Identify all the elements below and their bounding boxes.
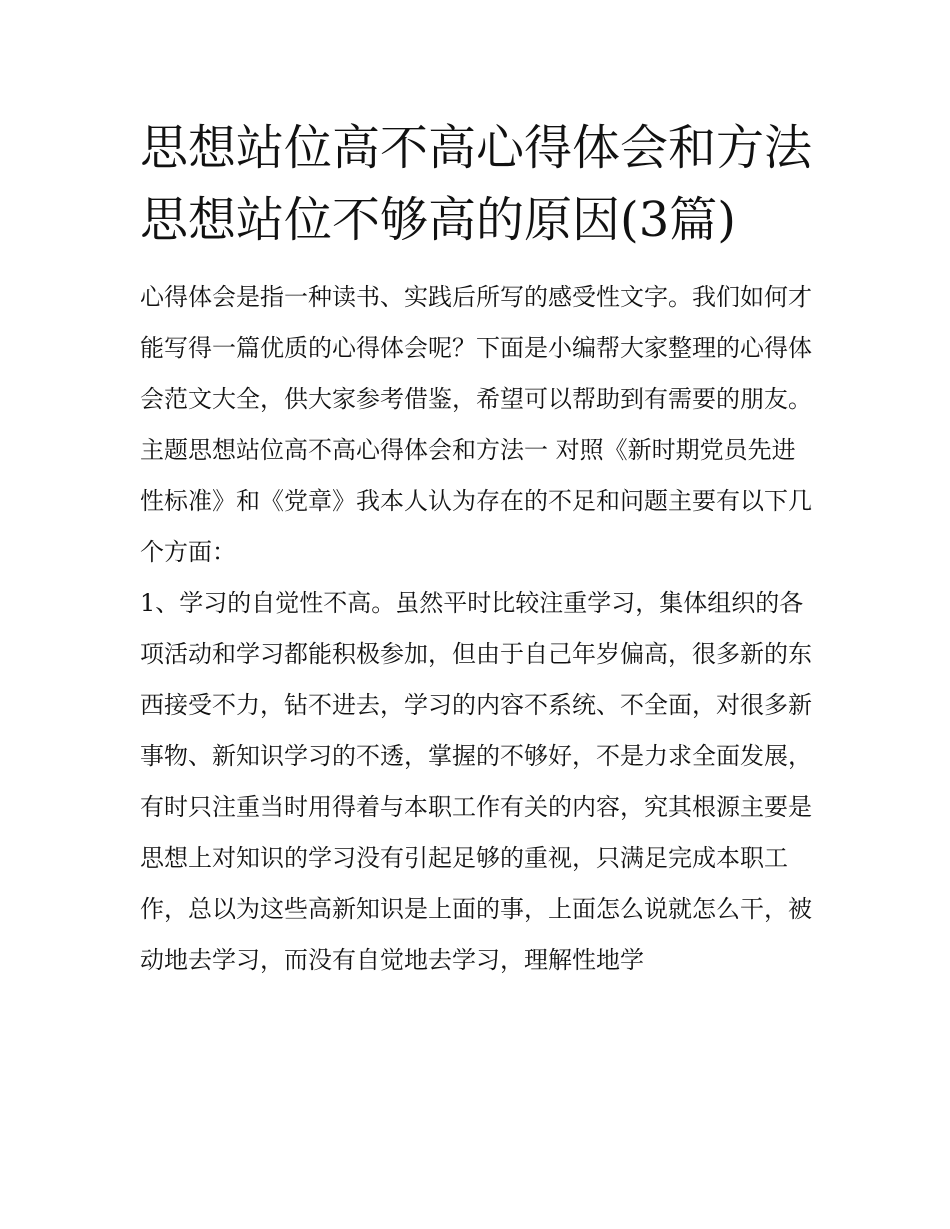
paragraph-method-one: 主题思想站位高不高心得体会和方法一 对照《新时期党员先进性标准》和《党章》我本人认为存在的不足和问题主要有以下几个方面：	[140, 436, 812, 566]
paragraph-point-one: 1、学习的自觉性不高。虽然平时比较注重学习，集体组织的各项活动和学习都能积极参加，但由于自己年岁偏高，很多新的东西接受不力，钻不进去，学习的内容不系统、不全面，对很多新事物、新知识学习的不透，掌握的不够好，不是力求全面发展，有时只注重当时用得着与本职工作有关的内容，究其根源主要是思想上对知识的学习没有引起足够的重视，只满足完成本职工作，总以为这些高新知识是上面的事，上面怎么说就怎么干，被动地去学习，而没有自觉地去学习，理解性地学	[140, 589, 812, 974]
paragraph-intro: 心得体会是指一种读书、实践后所写的感受性文字。我们如何才能写得一篇优质的心得体会呢？下面是小编帮大家整理的心得体会范文大全，供大家参考借鉴，希望可以帮助到有需要的朋友。	[140, 283, 812, 413]
document-title: 思想站位高不高心得体会和方法 思想站位不够高的原因(3篇)	[140, 120, 813, 248]
document-page	[140, 112, 812, 986]
